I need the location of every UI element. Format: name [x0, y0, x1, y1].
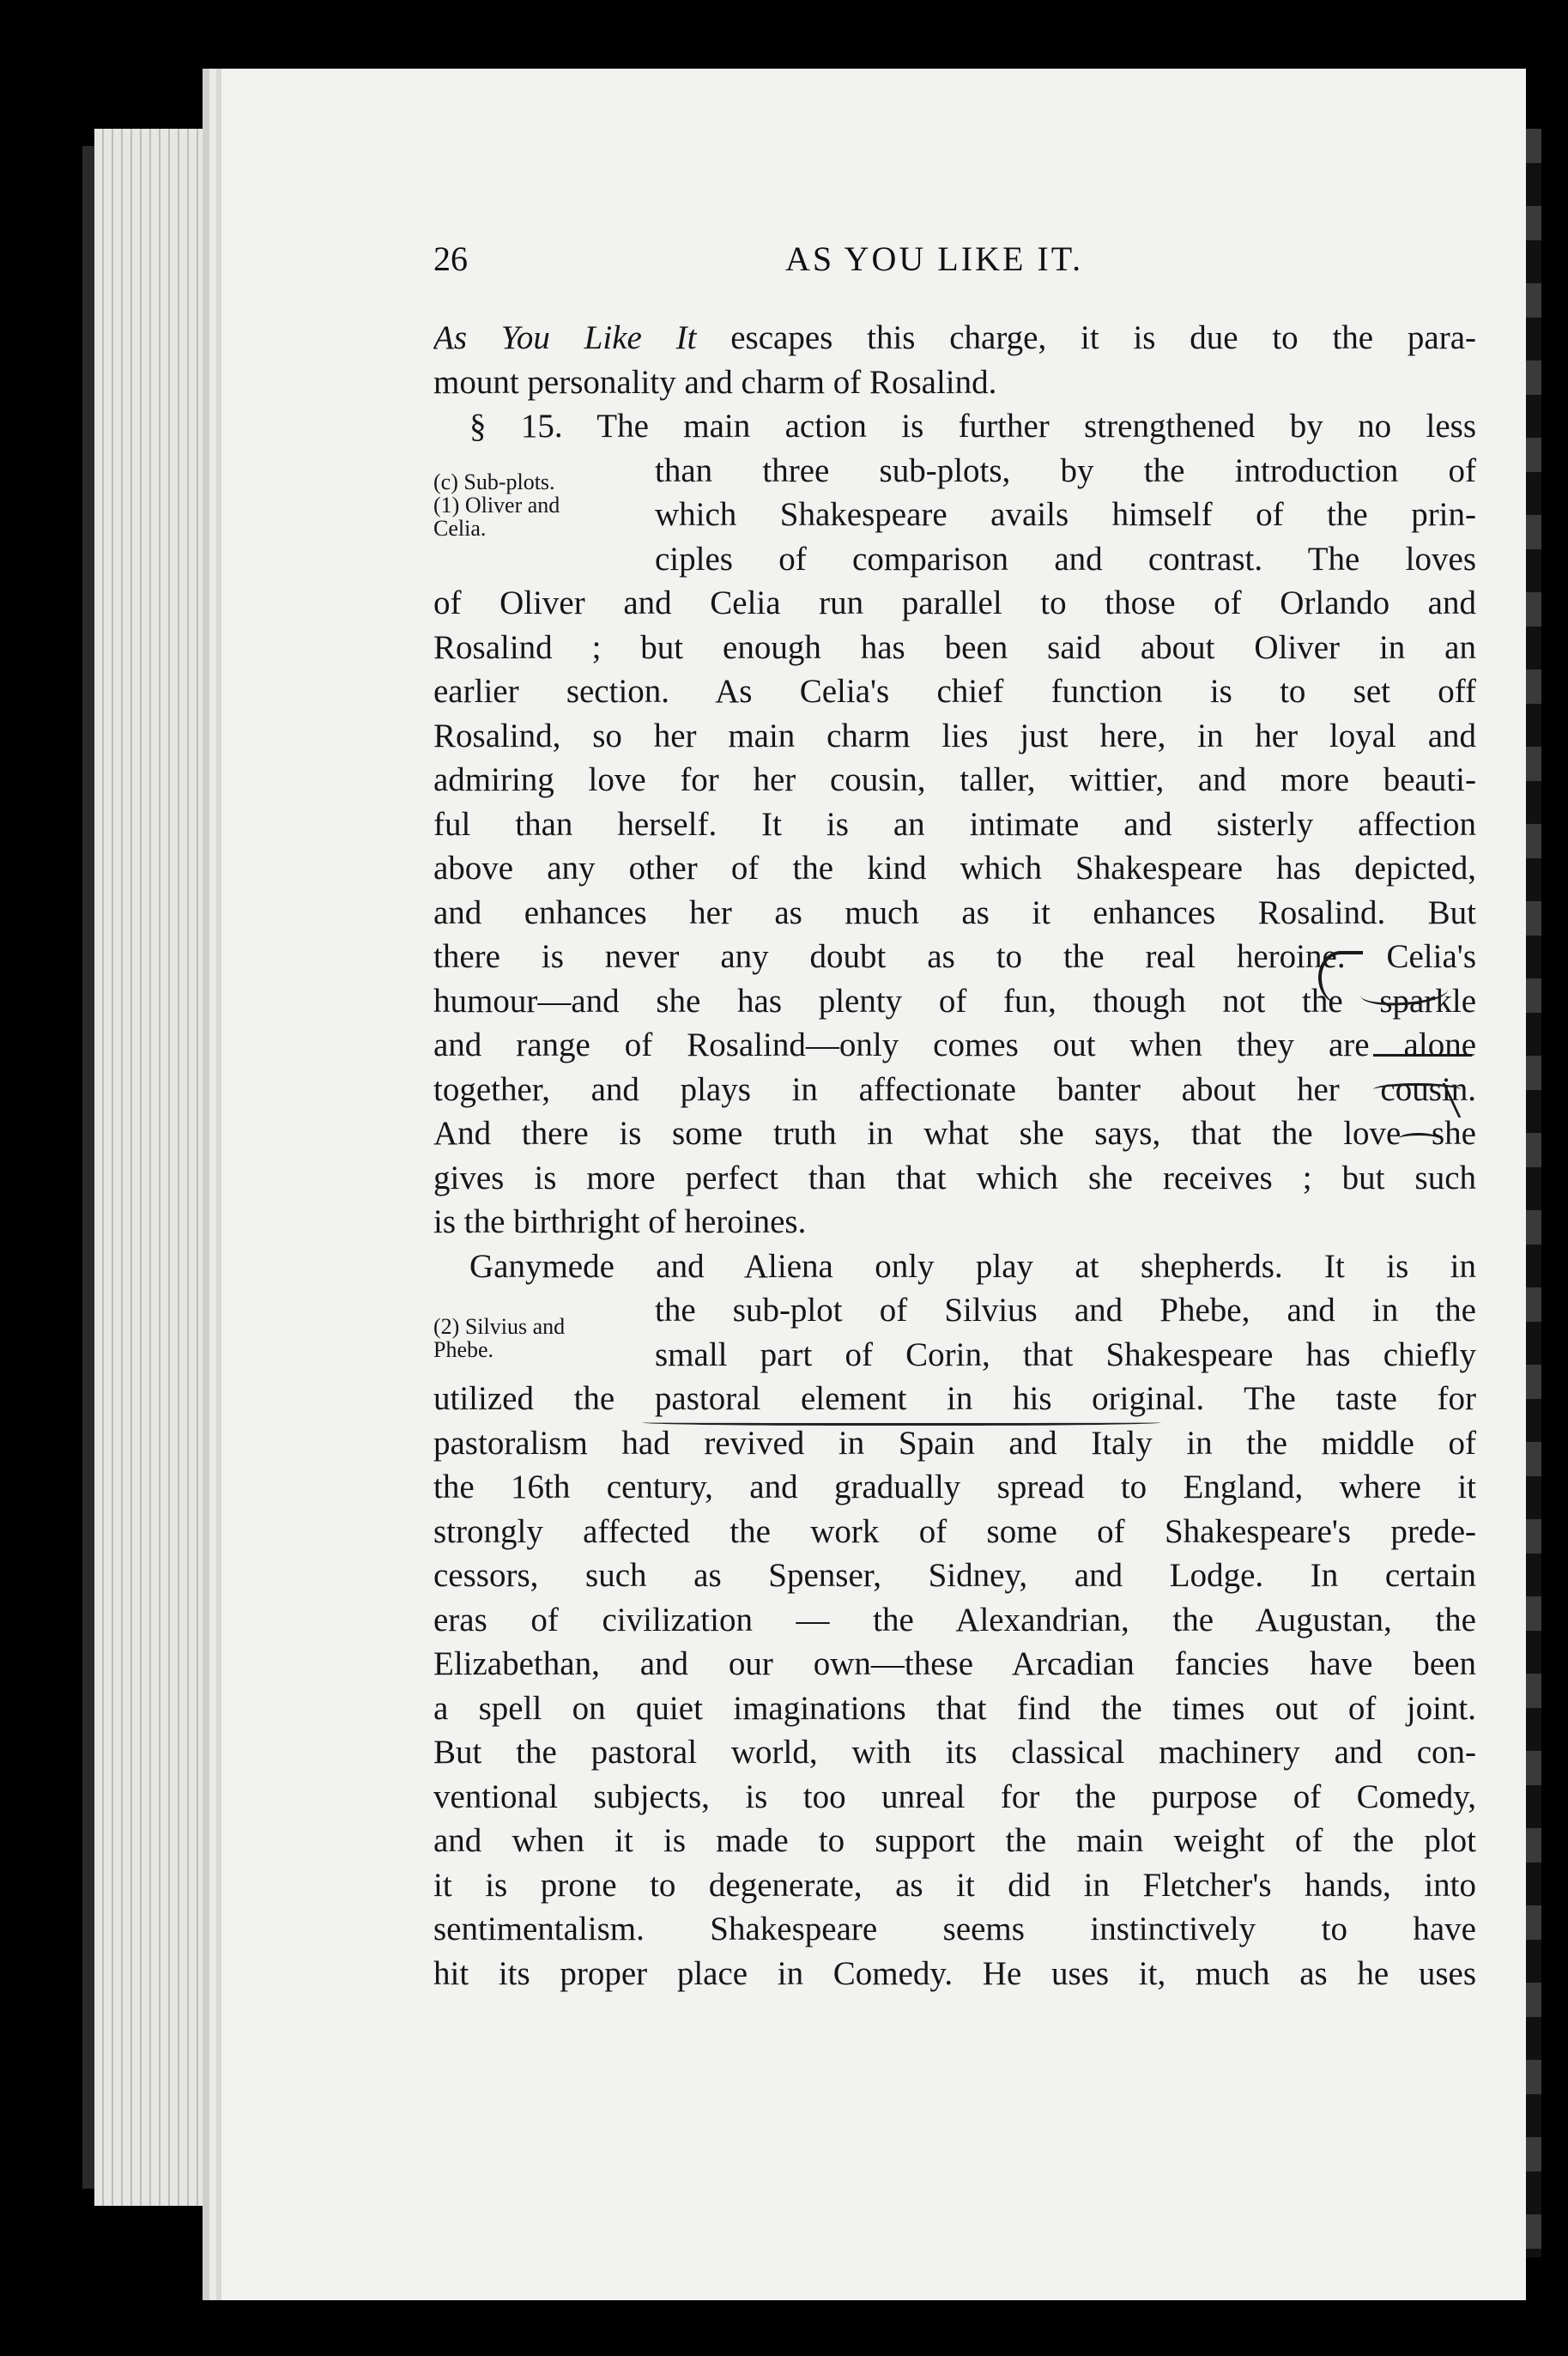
sidenote-line: Phebe. [433, 1337, 494, 1362]
pen-bracket-mark [1318, 951, 1363, 1004]
body-text [433, 316, 1476, 1996]
text-line: pastoralism had revived in Spain and Italy in the middle of [433, 1424, 1476, 1462]
book-binding-shadow [82, 146, 94, 2189]
text-line: admiring love for her cousin, taller, wittier, and more beauti- [433, 761, 1476, 798]
text-line: mount personality and charm of Rosalind. [433, 363, 997, 401]
text-line: and enhances her as much as it enhances Rosalind. But [433, 893, 1476, 931]
page-number: 26 [433, 239, 468, 278]
text-line: strongly affected the work of some of Shakespeare's prede- [433, 1512, 1476, 1550]
text-line: is the birthright of heroines. [433, 1203, 807, 1240]
text-line: small part of Corin, that Shakespeare has chiefly [655, 1335, 1476, 1373]
pen-overline-mark [1399, 1133, 1438, 1144]
text-line: of Oliver and Celia run parallel to those of Orlando and [433, 584, 1476, 621]
text-line: than three sub-plots, by the introduction of [655, 451, 1476, 489]
text-line: it is prone to degenerate, as it did in Fletcher's hands, into [433, 1866, 1476, 1904]
text-line: above any other of the kind which Shakespeare has depicted, [433, 850, 1476, 887]
text-line: and range of Rosalind—only comes out when they are alone [433, 1027, 1476, 1063]
text-line: § 15. The main action is further strengthened by no less [469, 408, 1476, 445]
scan-edge [1526, 129, 1541, 2257]
text-line: which Shakespeare avails himself of the prin- [655, 496, 1476, 533]
text-line: ful than herself. It is an intimate and sisterly affection [433, 805, 1476, 843]
text-line: earlier section. As Celia's chief function is to set off [433, 673, 1476, 710]
text-line: humour—and she has plenty of fun, though not the sparkle [433, 982, 1476, 1020]
text-line: a spell on quiet imaginations that find the times out of joint. [433, 1689, 1476, 1727]
text-line: And there is some truth in what she says, that the love she [433, 1115, 1476, 1152]
text-line: there is never any doubt as to the real heroine. Celia's [433, 938, 1476, 975]
sidenote-line: (c) Sub-plots. [433, 469, 555, 494]
page-leaves-edge [94, 129, 240, 2206]
handwritten-underline [642, 1418, 1161, 1426]
text-line: the 16th century, and gradually spread to England, where it [433, 1469, 1476, 1505]
text-line: But the pastoral world, with its classical machinery and con- [433, 1734, 1476, 1771]
sidenote-line: Celia. [433, 516, 487, 541]
sidenote-line: (2) Silvius and [433, 1314, 566, 1339]
text-line: the sub-plot of Silvius and Phebe, and in the [655, 1292, 1476, 1329]
text-line: cessors, such as Spenser, Sidney, and Lodge. In certain [433, 1557, 1476, 1594]
text-segment: escapes this charge, it is due to the para- [696, 319, 1476, 356]
text-line: Rosalind, so her main charm lies just here, in her loyal and [433, 717, 1476, 754]
text-line: eras of civilization — the Alexandrian, the Augustan, the [433, 1601, 1476, 1638]
sidenote-line: (1) Oliver and [433, 493, 560, 518]
text-line: ciples of comparison and contrast. The loves [655, 540, 1476, 578]
running-title: AS YOU LIKE IT. [785, 239, 1084, 278]
text-line: together, and plays in affectionate banter about her cousin. [433, 1070, 1476, 1108]
pen-underline-mark [1373, 1045, 1472, 1057]
text-line: utilized the pastoral element in his original. The taste for [433, 1380, 1476, 1417]
text-line [433, 316, 1476, 360]
text-line: Ganymede and Aliena only play at shepherds. It is in [469, 1247, 1476, 1285]
italic-title: As You Like It [433, 319, 697, 356]
text-line: and when it is made to support the main weight of the plot [433, 1822, 1476, 1859]
text-line: Rosalind ; but enough has been said about Oliver in an [433, 628, 1476, 666]
text-line: hit its proper place in Comedy. He uses it, much as he uses [433, 1954, 1476, 1992]
text-line: Elizabethan, and our own—these Arcadian fancies have been [433, 1645, 1476, 1682]
page-header [433, 239, 1476, 282]
text-line: gives is more perfect than that which she receives ; but such [433, 1159, 1476, 1196]
text-line: ventional subjects, is too unreal for the purpose of Comedy, [433, 1778, 1476, 1815]
text-line: sentimentalism. Shakespeare seems instinctively to have [433, 1911, 1476, 1947]
